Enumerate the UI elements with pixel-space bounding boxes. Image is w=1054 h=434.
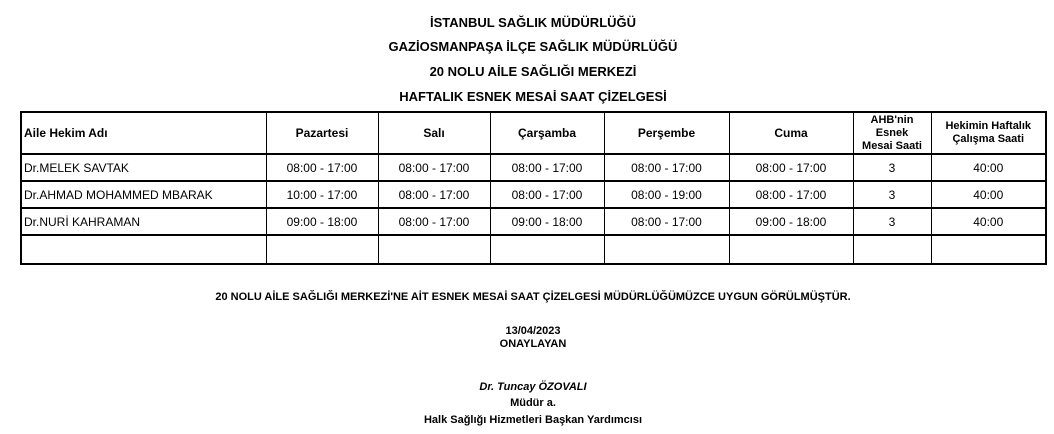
cell-weekly-hours: 40:00 [931, 181, 1046, 208]
doctor-name: Dr.AHMAD MOHAMMED MBARAK [21, 181, 266, 208]
header-district: GAZİOSMANPAŞA İLÇE SAĞLIK MÜDÜRLÜĞÜ [388, 39, 678, 54]
empty-cell [931, 235, 1046, 264]
col-header-flex-hours-line2: Esnek [875, 126, 909, 139]
approval-date: 13/04/2023 [505, 325, 561, 337]
col-header-wednesday: Çarşamba [490, 112, 604, 154]
col-header-monday: Pazartesi [266, 112, 378, 154]
cell-tuesday: 08:00 - 17:00 [378, 154, 490, 181]
col-header-weekly-hours [931, 112, 1046, 154]
signer-name: Dr. Tuncay ÖZOVALI [479, 381, 587, 393]
table-header-row [21, 112, 1046, 154]
empty-cell [604, 235, 729, 264]
cell-thursday: 08:00 - 17:00 [604, 208, 729, 235]
col-header-flex-hours-line1: AHB'nin [870, 113, 914, 126]
cell-friday: 08:00 - 17:00 [729, 154, 853, 181]
doctor-name: Dr.MELEK SAVTAK [21, 154, 266, 181]
table-row [21, 181, 1046, 208]
col-header-flex-hours [853, 112, 931, 154]
document-title: HAFTALIK ESNEK MESAİ SAAT ÇİZELGESİ [399, 89, 667, 104]
cell-friday: 08:00 - 17:00 [729, 181, 853, 208]
cell-tuesday: 08:00 - 17:00 [378, 208, 490, 235]
approver-label: ONAYLAYAN [499, 338, 567, 350]
col-header-name: Aile Hekim Adı [21, 112, 266, 154]
cell-monday: 08:00 - 17:00 [266, 154, 378, 181]
cell-monday: 09:00 - 18:00 [266, 208, 378, 235]
cell-weekly-hours: 40:00 [931, 154, 1046, 181]
col-header-friday: Cuma [729, 112, 853, 154]
cell-flex-hours: 3 [853, 154, 931, 181]
cell-wednesday: 08:00 - 17:00 [490, 154, 604, 181]
header-institution: İSTANBUL SAĞLIK MÜDÜRLÜĞÜ [429, 15, 637, 30]
signer-role: Müdür a. [510, 397, 556, 409]
cell-thursday: 08:00 - 17:00 [604, 154, 729, 181]
empty-cell [378, 235, 490, 264]
doctor-name: Dr.NURİ KAHRAMAN [21, 208, 266, 235]
table-row-empty [21, 235, 1046, 264]
empty-cell [729, 235, 853, 264]
col-header-flex-hours-line3: Mesai Saati [862, 139, 922, 152]
col-header-thursday: Perşembe [604, 112, 729, 154]
header-center: 20 NOLU AİLE SAĞLIĞI MERKEZİ [429, 64, 637, 79]
cell-wednesday: 08:00 - 17:00 [490, 181, 604, 208]
table-row [21, 208, 1046, 235]
table-row [21, 154, 1046, 181]
col-header-tuesday: Salı [378, 112, 490, 154]
cell-flex-hours: 3 [853, 208, 931, 235]
cell-weekly-hours: 40:00 [931, 208, 1046, 235]
empty-cell [490, 235, 604, 264]
approval-statement: 20 NOLU AİLE SAĞLIĞI MERKEZİ'NE AİT ESNEK MESAİ SAAT ÇİZELGESİ MÜDÜRLÜĞÜMÜZCE UYGUN GÖRÜLMÜŞTÜR. [215, 291, 851, 303]
cell-flex-hours: 3 [853, 181, 931, 208]
cell-tuesday: 08:00 - 17:00 [378, 181, 490, 208]
empty-cell [21, 235, 266, 264]
empty-cell [853, 235, 931, 264]
cell-monday: 10:00 - 17:00 [266, 181, 378, 208]
col-header-weekly-hours-line2: Çalışma Saati [952, 133, 1025, 145]
cell-thursday: 08:00 - 19:00 [604, 181, 729, 208]
col-header-weekly-hours-line1: Hekimin Haftalık [945, 120, 1032, 132]
schedule-table [20, 111, 1047, 265]
signer-title: Halk Sağlığı Hizmetleri Başkan Yardımcısı [423, 414, 643, 426]
empty-cell [266, 235, 378, 264]
cell-friday: 09:00 - 18:00 [729, 208, 853, 235]
cell-wednesday: 09:00 - 18:00 [490, 208, 604, 235]
